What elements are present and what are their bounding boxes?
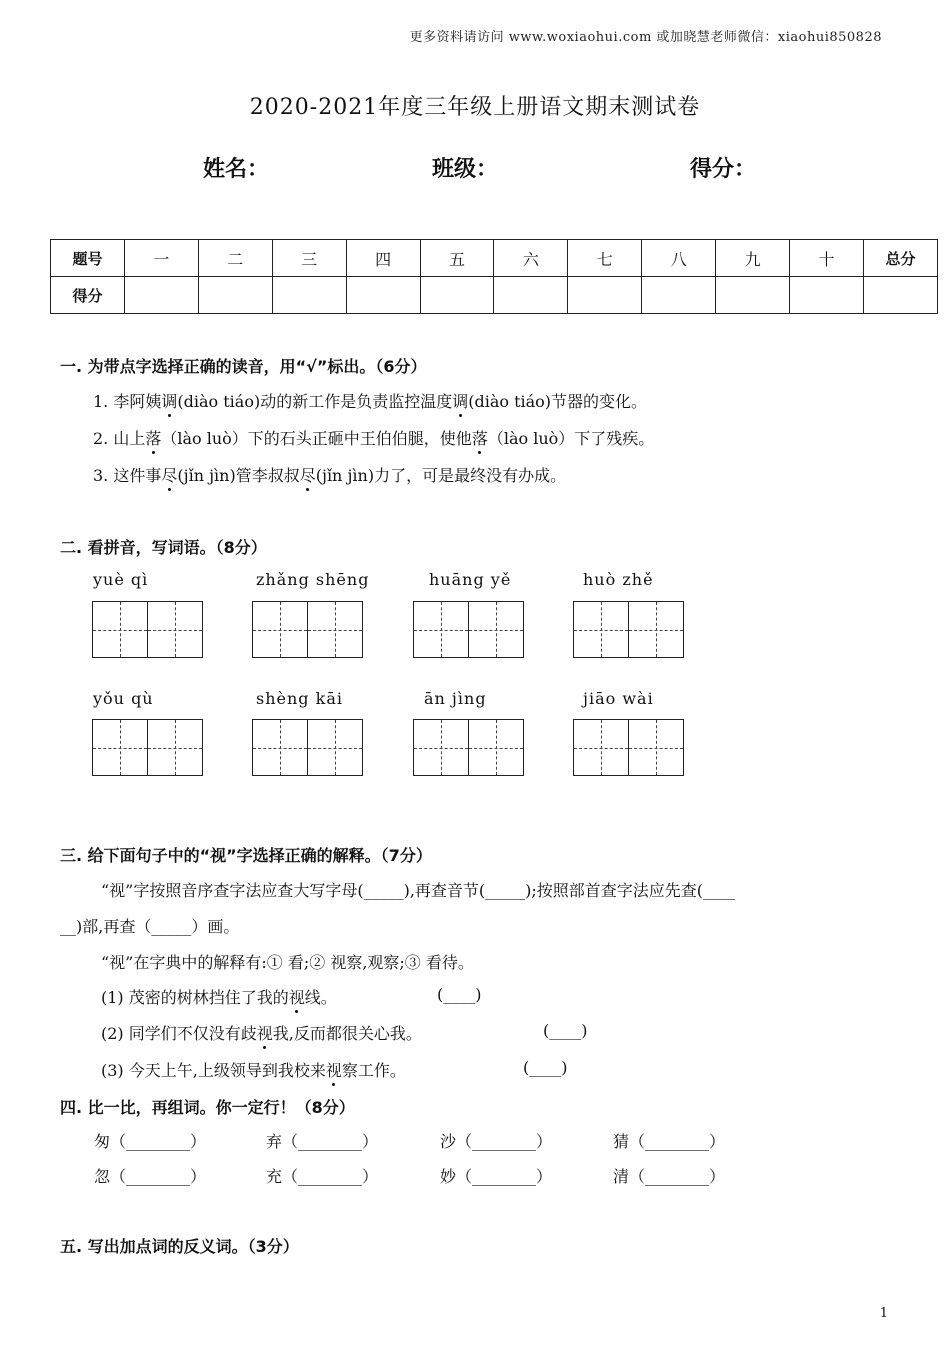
text: (2) 同学们不仅没有歧 [101, 1024, 257, 1043]
table-cell: 一 [124, 240, 198, 277]
header-note: 更多资料请访问 www.woxiaohui.com 或加晓慧老师微信：xiaohui850828 [409, 30, 882, 45]
sec1-line-2 [93, 426, 654, 449]
writing-grid[interactable] [252, 601, 363, 658]
dotted-char: 视 [289, 985, 305, 1008]
pinyin-label: huò zhě [583, 570, 654, 589]
sec3-paragraph-3: “视”在字典中的解释有:① 看;② 视察,观察;③ 看待。 [101, 953, 474, 972]
table-cell: 题号 [51, 240, 125, 277]
score-input-cell[interactable] [790, 277, 864, 314]
word-blank[interactable]: 清（________） [613, 1167, 726, 1186]
grid-cell[interactable] [414, 602, 468, 657]
grid-cell[interactable] [93, 602, 147, 657]
section-4-title: 四. 比一比，再组词。你一定行！（8分） [60, 1098, 355, 1117]
table-cell: 五 [420, 240, 494, 277]
sec1-line-1 [93, 389, 647, 412]
text: (3) 今天上午,上级领导到我校来 [101, 1061, 326, 1080]
pinyin-label: zhǎng shēng [256, 570, 370, 589]
page-title: 2020-2021年度三年级上册语文期末测试卷 [249, 95, 701, 120]
grid-cell[interactable] [574, 720, 628, 775]
score-table [50, 239, 938, 314]
score-table-score-row [51, 277, 938, 314]
grid-cell[interactable] [628, 602, 683, 657]
sec3-question-1 [101, 985, 337, 1008]
section-3-title: 三. 给下面句子中的“视”字选择正确的解释。（7分） [60, 846, 432, 865]
score-input-cell[interactable] [642, 277, 716, 314]
table-cell: 八 [642, 240, 716, 277]
word-blank[interactable]: 沙（________） [440, 1132, 553, 1151]
table-cell: 二 [198, 240, 272, 277]
pinyin-label: huāng yě [429, 570, 512, 589]
sec3-question-3 [101, 1058, 406, 1081]
grid-cell[interactable] [574, 602, 628, 657]
grid-cell[interactable] [468, 602, 523, 657]
pinyin-label: yǒu qù [93, 689, 154, 708]
score-input-cell[interactable] [420, 277, 494, 314]
dotted-char: 调 [452, 389, 468, 412]
writing-grid[interactable] [252, 719, 363, 776]
table-cell: 七 [568, 240, 642, 277]
pinyin-label: ān jìng [424, 689, 487, 708]
section-5-title: 五. 写出加点词的反义词。（3分） [60, 1237, 299, 1256]
score-table-header-row [51, 240, 938, 277]
dotted-char: 尽 [300, 463, 316, 486]
table-cell: 总分 [863, 240, 937, 277]
writing-grid[interactable] [413, 601, 524, 658]
answer-blank[interactable]: (____) [437, 985, 482, 1004]
grid-cell[interactable] [147, 602, 202, 657]
score-input-cell[interactable] [716, 277, 790, 314]
section-2-title: 二. 看拼音，写词语。（8分） [60, 538, 267, 557]
word-blank[interactable]: 弃（________） [266, 1132, 379, 1151]
score-input-cell[interactable] [272, 277, 346, 314]
text: 我,反而都很关心我。 [272, 1024, 422, 1043]
grid-cell[interactable] [253, 602, 307, 657]
grid-cell[interactable] [307, 720, 362, 775]
answer-blank[interactable]: (____) [543, 1021, 588, 1040]
sec3-question-2 [101, 1021, 422, 1044]
section-1-title: 一. 为带点字选择正确的读音，用“√”标出。（6分） [60, 357, 427, 376]
text: 察工作。 [341, 1061, 406, 1080]
text: (diào tiáo)节器的变化。 [468, 392, 648, 411]
dotted-char: 视 [326, 1058, 342, 1081]
text: (jǐn jìn)力了，可是最终没有办成。 [315, 466, 567, 485]
dotted-char: 落 [472, 426, 488, 449]
text: （lào luò）下了残疾。 [487, 429, 655, 448]
word-blank[interactable]: 忽（________） [94, 1167, 207, 1186]
pinyin-label: jiāo wài [583, 689, 654, 708]
grid-cell[interactable] [253, 720, 307, 775]
grid-cell[interactable] [93, 720, 147, 775]
word-blank[interactable]: 妙（________） [440, 1167, 553, 1186]
grid-cell[interactable] [628, 720, 683, 775]
name-label: 姓名： [203, 157, 270, 182]
text: (diào tiáo)动的新工作是负责监控温度 [177, 392, 453, 411]
writing-grid[interactable] [92, 601, 203, 658]
text: 1. 李阿姨 [93, 392, 162, 411]
text: (jǐn jìn)管李叔叔 [177, 466, 300, 485]
table-cell: 四 [346, 240, 420, 277]
score-input-cell[interactable] [494, 277, 568, 314]
writing-grid[interactable] [573, 719, 684, 776]
dotted-char: 视 [257, 1021, 273, 1044]
word-blank[interactable]: 猜（________） [613, 1132, 726, 1151]
word-blank[interactable]: 匆（________） [94, 1132, 207, 1151]
score-input-cell[interactable] [568, 277, 642, 314]
sec3-paragraph-2: __)部,再查（_____）画。 [60, 917, 240, 936]
grid-cell[interactable] [468, 720, 523, 775]
sec3-paragraph-1: “视”字按照音序查字法应查大写字母(_____),再查音节(_____);按照部首查字法应先查(____ [101, 881, 736, 900]
score-input-cell[interactable] [863, 277, 937, 314]
text: 2. 山上 [93, 429, 146, 448]
grid-cell[interactable] [414, 720, 468, 775]
writing-grid[interactable] [413, 719, 524, 776]
class-label: 班级： [432, 157, 499, 182]
score-input-cell[interactable] [346, 277, 420, 314]
text: (1) 茂密的树林挡住了我的 [101, 988, 289, 1007]
grid-cell[interactable] [147, 720, 202, 775]
answer-blank[interactable]: (____) [523, 1058, 568, 1077]
table-cell: 六 [494, 240, 568, 277]
dotted-char: 尽 [161, 463, 177, 486]
writing-grid[interactable] [92, 719, 203, 776]
score-input-cell[interactable] [198, 277, 272, 314]
text: 线。 [304, 988, 337, 1007]
table-cell: 三 [272, 240, 346, 277]
table-cell: 十 [790, 240, 864, 277]
dotted-char: 落 [145, 426, 161, 449]
table-cell: 得分 [51, 277, 125, 314]
grid-cell[interactable] [307, 602, 362, 657]
text: 3. 这件事 [93, 466, 162, 485]
dotted-char: 调 [161, 389, 177, 412]
pinyin-label: yuè qì [93, 570, 149, 589]
word-blank[interactable]: 充（________） [266, 1167, 379, 1186]
pinyin-label: shèng kāi [256, 689, 343, 708]
score-input-cell[interactable] [124, 277, 198, 314]
text: （lào luò）下的石头正砸中王伯伯腿，使他 [161, 429, 472, 448]
table-cell: 九 [716, 240, 790, 277]
writing-grid[interactable] [573, 601, 684, 658]
score-label: 得分： [690, 157, 757, 182]
page-number: 1 [879, 1306, 888, 1321]
sec1-line-3 [93, 463, 566, 486]
